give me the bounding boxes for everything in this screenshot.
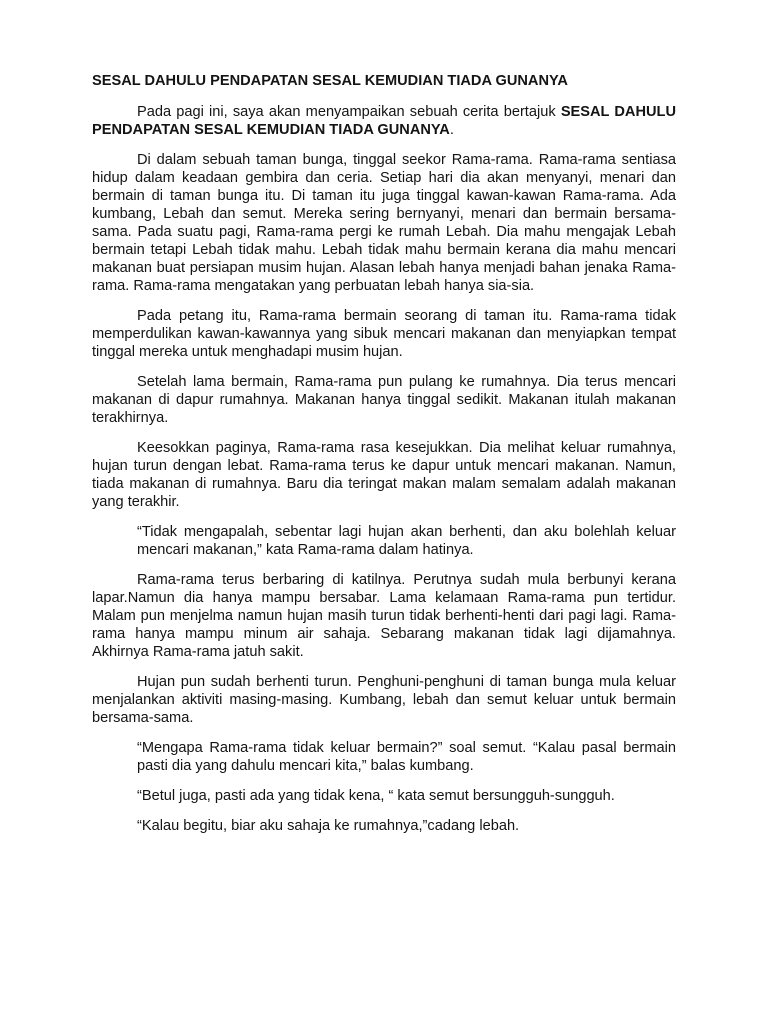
intro-paragraph	[92, 103, 676, 139]
quote-paragraph-3: “Betul juga, pasti ada yang tidak kena, “ kata semut bersungguh-sungguh.	[137, 788, 615, 804]
paragraph-1: Di dalam sebuah taman bunga, tinggal seekor Rama-rama. Rama-rama sentiasa hidup dalam keadaan gembira dan ceria. Setiap hari dia akan menyanyi, menari dan bermain di taman bunga itu. Di taman itu juga tinggal kawan-kawan Rama-rama. Ada kumbang, Lebah dan semut. Mereka sering bernyanyi, menari dan bermain bersama-sama. Pada suatu pagi, Rama-rama pergi ke rumah Lebah. Dia mahu mengajak Lebah bermain tetapi Lebah tidak mahu. Lebah tidak mahu bermain kerana dia mahu mencari makanan buat persiapan musim hujan. Alasan lebah hanya menjadi bahan jenaka Rama-rama. Rama-rama mengatakan yang perbuatan lebah hanya sia-sia.	[92, 152, 676, 294]
intro-end: .	[449, 122, 454, 138]
intro-bold-title: SESAL DAHULU PENDAPATAN SESAL KEMUDIAN TIADA GUNANYA	[92, 104, 676, 138]
quote-paragraph-1: “Tidak mengapalah, sebentar lagi hujan akan berhenti, dan aku bolehlah keluar mencari makanan,” kata Rama-rama dalam hatinya.	[137, 524, 676, 558]
paragraph-4: Keesokkan paginya, Rama-rama rasa kesejukkan. Dia melihat keluar rumahnya, hujan turun dengan lebat. Rama-rama terus ke dapur untuk mencari makanan. Namun, tiada makanan di rumahnya. Baru dia teringat makan malam semalam adalah makanan yang terakhir.	[92, 440, 676, 510]
quote-paragraph-2: “Mengapa Rama-rama tidak keluar bermain?” soal semut. “Kalau pasal bermain pasti dia yang dahulu mencari kita,” balas kumbang.	[137, 740, 676, 774]
paragraph-3: Setelah lama bermain, Rama-rama pun pulang ke rumahnya. Dia terus mencari makanan di dapur rumahnya. Makanan hanya tinggal sedikit. Makanan itulah makanan terakhirnya.	[92, 374, 676, 426]
document-page	[92, 72, 676, 847]
paragraph-5: Rama-rama terus berbaring di katilnya. Perutnya sudah mula berbunyi kerana lapar.Namun dia hanya mampu bersabar. Lama kelamaan Rama-rama pun tertidur. Malam pun menjelma namun hujan masih turun tidak berhenti-henti dari pagi lagi. Rama-rama hanya mampu minum air sahaja. Sebarang makanan tidak lagi dijamahnya. Akhirnya Rama-rama jatuh sakit.	[92, 572, 676, 660]
quote-paragraph-4: “Kalau begitu, biar aku sahaja ke rumahnya,”cadang lebah.	[137, 818, 520, 834]
paragraph-6: Hujan pun sudah berhenti turun. Penghuni-penghuni di taman bunga mula keluar menjalankan aktiviti masing-masing. Kumbang, lebah dan semut keluar untuk bermain bersama-sama.	[92, 674, 676, 726]
paragraph-2: Pada petang itu, Rama-rama bermain seorang di taman itu. Rama-rama tidak memperdulikan kawan-kawannya yang sibuk mencari makanan dan menyiapkan tempat tinggal mereka untuk menghadapi musim hujan.	[92, 308, 676, 360]
document-title: SESAL DAHULU PENDAPATAN SESAL KEMUDIAN TIADA GUNANYA	[92, 73, 568, 89]
intro-text: Pada pagi ini, saya akan menyampaikan sebuah cerita bertajuk	[137, 104, 561, 120]
